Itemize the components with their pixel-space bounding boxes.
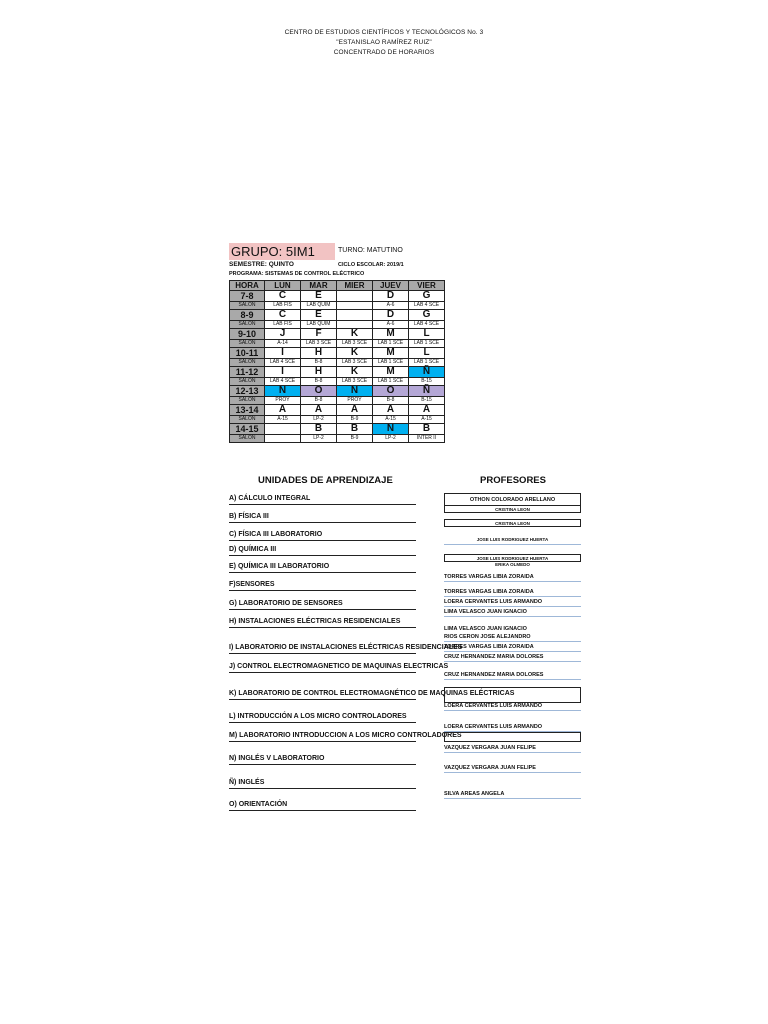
professor-entry: LIMA VELASCO JUAN IGNACIO xyxy=(444,626,527,632)
class-cell xyxy=(265,424,301,435)
class-cell: C xyxy=(265,310,301,321)
salon-cell: LAB 1 SCE xyxy=(409,340,445,348)
professor-entry: SILVA AREAS ANGELA xyxy=(444,790,581,799)
class-cell: B xyxy=(337,424,373,435)
salon-cell: LAB 4 SCE xyxy=(265,378,301,386)
turno-label: TURNO: MATUTINO xyxy=(338,247,403,254)
salon-cell: LAB 4 SCE xyxy=(265,359,301,367)
class-cell: O xyxy=(373,386,409,397)
document-title: CONCENTRADO DE HORARIOS xyxy=(333,49,435,56)
salon-cell: INTER II xyxy=(409,435,445,443)
salon-cell: B-15 xyxy=(409,378,445,386)
professor-entry: OTHON COLORADO ARELLANO xyxy=(444,493,581,506)
professor-entry: CRISTINA LEON xyxy=(444,519,581,527)
salon-label: SALON xyxy=(230,321,265,329)
salon-cell: LAB 3 SCE xyxy=(337,378,373,386)
class-cell: H xyxy=(301,367,337,378)
hour-cell: 8-9 xyxy=(230,310,265,321)
unit-l: L) INTRODUCCIÓN A LOS MICRO CONTROLADORES xyxy=(229,712,416,723)
school-name: CENTRO DE ESTUDIOS CIENTÍFICOS Y TECNOLÓGICOS No. 3 xyxy=(284,29,484,36)
salon-cell: A-6 xyxy=(373,302,409,310)
salon-cell: A-15 xyxy=(409,416,445,424)
class-cell: A xyxy=(301,405,337,416)
hour-cell: 10-11 xyxy=(230,348,265,359)
salon-cell: A-14 xyxy=(265,340,301,348)
header-1: LUN xyxy=(265,281,301,291)
salon-cell: B-8 xyxy=(301,397,337,405)
salon-cell: LAB 1 SCE xyxy=(373,340,409,348)
class-cell: O xyxy=(301,386,337,397)
salon-cell: LP-2 xyxy=(301,435,337,443)
professor-entry: LIMA VELASCO JUAN IGNACIO xyxy=(444,608,581,617)
programa-label: PROGRAMA: SISTEMAS DE CONTROL ELÉCTRICO xyxy=(229,271,365,277)
semestre-label: SEMESTRE: QUINTO xyxy=(229,261,294,268)
salon-cell: PROY xyxy=(337,397,373,405)
professor-entry: CRUZ HERNANDEZ MARIA DOLORES xyxy=(444,653,581,662)
unit-n: N) INGLÉS V LABORATORIO xyxy=(229,754,416,765)
class-cell: H xyxy=(301,348,337,359)
salon-cell: LAB 1 SCE xyxy=(373,378,409,386)
header-4: JUEV xyxy=(373,281,409,291)
professor-entry: TORRES VARGAS LIBIA ZORAIDA xyxy=(444,588,581,597)
unit-o: O) ORIENTACIÓN xyxy=(229,800,416,811)
unit-d: D) QUÍMICA III xyxy=(229,545,416,556)
salon-cell: A-15 xyxy=(265,416,301,424)
class-cell: D xyxy=(373,291,409,302)
salon-cell: PROY xyxy=(265,397,301,405)
professors-title: PROFESORES xyxy=(480,475,546,486)
salon-cell: LAB 3 SCE xyxy=(301,340,337,348)
class-cell: G xyxy=(409,310,445,321)
class-cell: E xyxy=(301,310,337,321)
salon-cell: LP-2 xyxy=(301,416,337,424)
salon-cell: B-8 xyxy=(301,359,337,367)
schedule-table xyxy=(229,280,445,443)
class-cell: N xyxy=(265,386,301,397)
professor-entry: CRUZ HERNANDEZ MARIA DOLORES xyxy=(444,671,581,680)
school-subtitle: "ESTANISLAO RAMÍREZ RUIZ" xyxy=(336,39,432,46)
class-cell: D xyxy=(373,310,409,321)
class-cell: K xyxy=(337,348,373,359)
class-cell: N xyxy=(373,424,409,435)
hour-cell: 11-12 xyxy=(230,367,265,378)
class-cell: M xyxy=(373,367,409,378)
salon-cell: A-15 xyxy=(373,416,409,424)
header-0: HORA xyxy=(230,281,265,291)
professor-entry: VAZQUEZ VERGARA JUAN FELIPE xyxy=(444,744,581,753)
unit-a: A) CÁLCULO INTEGRAL xyxy=(229,494,416,505)
professor-entry: JOSE LUIS RODRIGUEZ HUERTA xyxy=(444,536,581,545)
class-cell: K xyxy=(337,367,373,378)
professor-entry: VAZQUEZ VERGARA JUAN FELIPE xyxy=(444,764,581,773)
salon-cell: LP-2 xyxy=(373,435,409,443)
class-cell: N xyxy=(337,386,373,397)
ciclo-label: CICLO ESCOLAR: 2019/1 xyxy=(338,262,404,268)
salon-label: SALON xyxy=(230,340,265,348)
unit-h: H) INSTALACIONES ELÉCTRICAS RESIDENCIALES xyxy=(229,617,416,628)
unit-c: C) FÍSICA III LABORATORIO xyxy=(229,530,416,541)
salon-cell: LAB 1 SCE xyxy=(409,359,445,367)
professor-entry: JOSE LUIS RODRIGUEZ HUERTA xyxy=(444,554,581,562)
professor-entry-empty xyxy=(444,687,581,703)
professor-entry: CRISTINA LEON xyxy=(444,505,581,513)
class-cell xyxy=(337,310,373,321)
professor-entry: ERIKA OLMEDO xyxy=(495,562,530,567)
class-cell: Ñ xyxy=(409,386,445,397)
hour-cell: 7-8 xyxy=(230,291,265,302)
salon-label: SALON xyxy=(230,378,265,386)
class-cell: C xyxy=(265,291,301,302)
unit-e: E) QUÍMICA III LABORATORIO xyxy=(229,562,416,573)
units-title: UNIDADES DE APRENDIZAJE xyxy=(258,475,393,486)
salon-label: SALON xyxy=(230,416,265,424)
class-cell: B xyxy=(301,424,337,435)
class-cell: I xyxy=(265,367,301,378)
class-cell: Ñ xyxy=(409,367,445,378)
salon-cell: A-6 xyxy=(373,321,409,329)
class-cell: L xyxy=(409,329,445,340)
professor-box-empty xyxy=(444,732,581,742)
unit-b: B) FÍSICA III xyxy=(229,512,416,523)
header-5: VIER xyxy=(409,281,445,291)
salon-cell: LAB 4 SCE xyxy=(409,321,445,329)
class-cell: J xyxy=(265,329,301,340)
professor-entry: LOERA CERVANTES LUIS ARMANDO xyxy=(444,723,581,732)
professor-entry: TORRES VARGAS LIBIA ZORAIDA xyxy=(444,573,581,582)
class-cell: K xyxy=(337,329,373,340)
professor-entry: RIOS CERON JOSE ALEJANDRO xyxy=(444,633,581,642)
unit-g: G) LABORATORIO DE SENSORES xyxy=(229,599,416,610)
salon-label: SALON xyxy=(230,397,265,405)
class-cell: M xyxy=(373,329,409,340)
salon-cell: LAB 4 SCE xyxy=(409,302,445,310)
hour-cell: 9-10 xyxy=(230,329,265,340)
professor-entry: TORRES VARGAS LIBIA ZORAIDA xyxy=(444,643,581,652)
hour-cell: 12-13 xyxy=(230,386,265,397)
class-cell: L xyxy=(409,348,445,359)
salon-cell xyxy=(265,435,301,443)
salon-cell: LAB FIS xyxy=(265,321,301,329)
salon-cell: B-9 xyxy=(337,435,373,443)
class-cell: A xyxy=(409,405,445,416)
professor-entry: LOERA CERVANTES LUIS ARMANDO xyxy=(444,598,581,607)
salon-cell: B-8 xyxy=(301,378,337,386)
salon-label: SALON xyxy=(230,359,265,367)
salon-cell: LAB QUIM xyxy=(301,321,337,329)
class-cell xyxy=(337,291,373,302)
professor-entry: LOERA CERVANTES LUIS ARMANDO xyxy=(444,702,581,711)
header-3: MIER xyxy=(337,281,373,291)
salon-label: SALON xyxy=(230,435,265,443)
unit-f: F)SENSORES xyxy=(229,580,416,591)
class-cell: I xyxy=(265,348,301,359)
salon-cell xyxy=(337,302,373,310)
salon-cell: B-8 xyxy=(373,397,409,405)
header-2: MAR xyxy=(301,281,337,291)
salon-cell: LAB 3 SCE xyxy=(337,359,373,367)
salon-cell: LAB 3 SCE xyxy=(337,340,373,348)
class-cell: G xyxy=(409,291,445,302)
unit-enye: Ñ) INGLÉS xyxy=(229,778,416,789)
class-cell: E xyxy=(301,291,337,302)
unit-i: I) LABORATORIO DE INSTALACIONES ELÉCTRICAS RESIDENCIALES xyxy=(229,643,416,654)
class-cell: A xyxy=(373,405,409,416)
class-cell: A xyxy=(265,405,301,416)
group-label: GRUPO: 5IM1 xyxy=(229,243,335,260)
hour-cell: 14-15 xyxy=(230,424,265,435)
hour-cell: 13-14 xyxy=(230,405,265,416)
class-cell: B xyxy=(409,424,445,435)
salon-cell: LAB FIS xyxy=(265,302,301,310)
salon-label: SALON xyxy=(230,302,265,310)
unit-k: K) LABORATORIO DE CONTROL ELECTROMAGNÉTICO DE MAQUINAS ELÉCTRICAS xyxy=(229,689,416,700)
salon-cell: B-15 xyxy=(409,397,445,405)
salon-cell: LAB QUIM xyxy=(301,302,337,310)
unit-j: J) CONTROL ELECTROMAGNETICO DE MAQUINAS ELECTRICAS xyxy=(229,662,416,673)
class-cell: M xyxy=(373,348,409,359)
class-cell: A xyxy=(337,405,373,416)
salon-cell: B-9 xyxy=(337,416,373,424)
salon-cell: LAB 1 SCE xyxy=(373,359,409,367)
class-cell: F xyxy=(301,329,337,340)
unit-m: M) LABORATORIO INTRODUCCION A LOS MICRO CONTROLADORES xyxy=(229,731,416,742)
